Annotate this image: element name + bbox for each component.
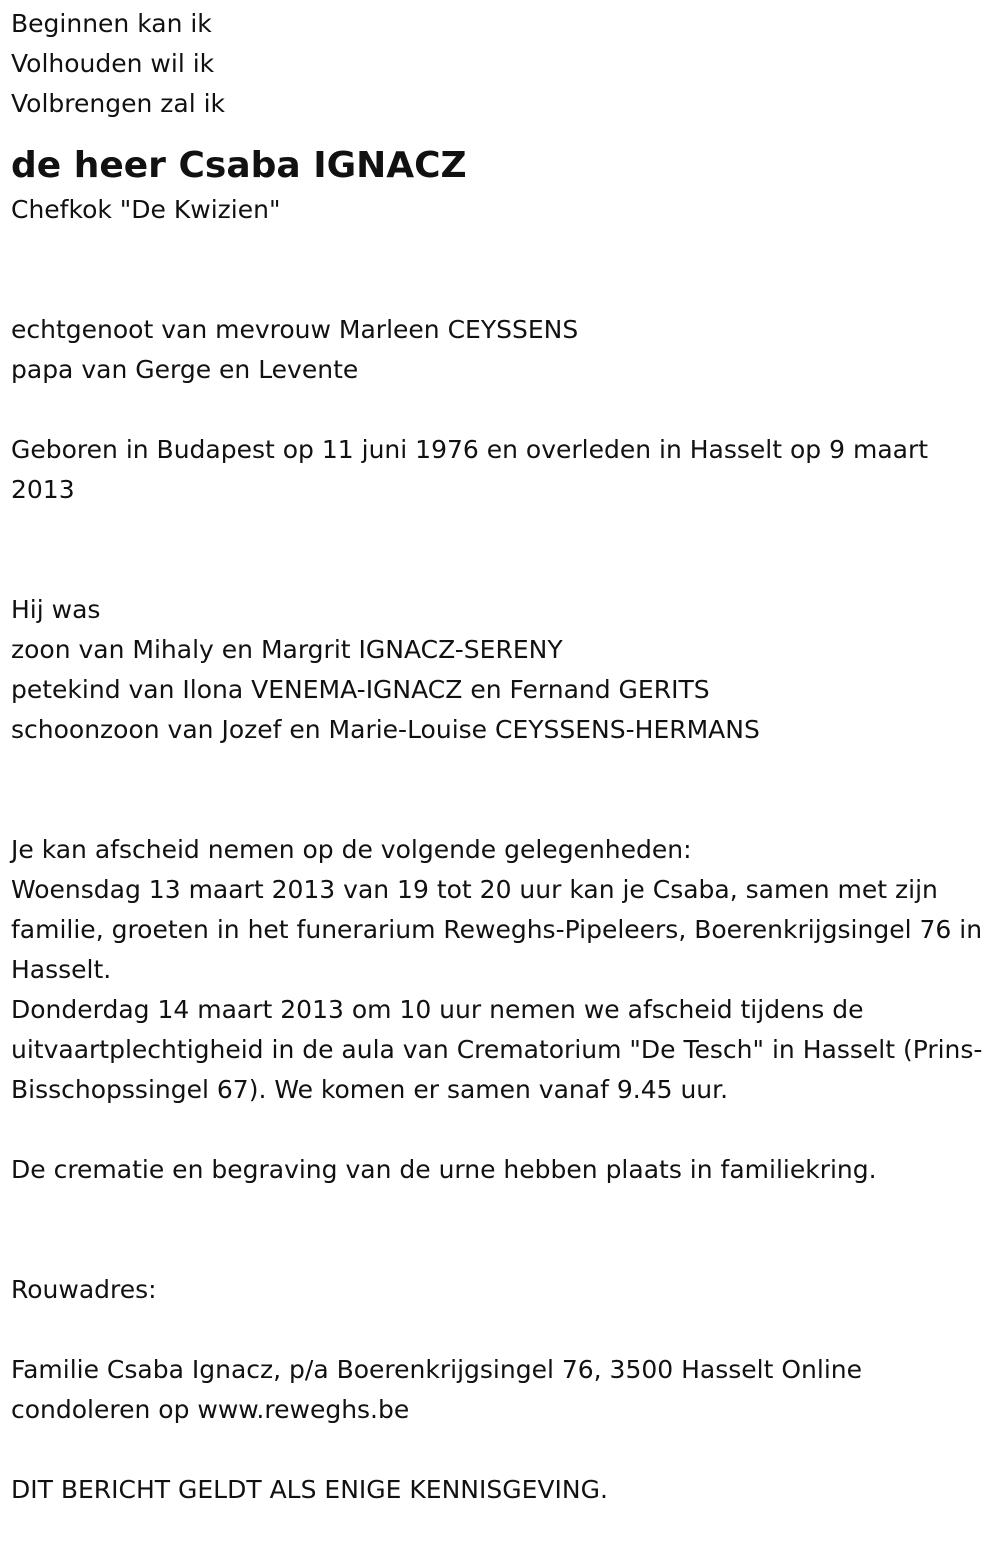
- relation-line: echtgenoot van mevrouw Marleen CEYSSENS: [11, 315, 579, 344]
- spacer: [11, 230, 989, 310]
- farewell-ceremony: Donderdag 14 maart 2013 om 10 uur nemen we afscheid tijdens de uitvaartplechtigheid in de aula van Crematorium "De Tesch" in Hasselt (Prins-Bisschopssingel 67). We komen er samen vanaf 9.45 uur.: [11, 995, 983, 1104]
- family-line: schoonzoon van Jozef en Marie-Louise CEYSSENS-HERMANS: [11, 715, 760, 744]
- family-line: zoon van Mihaly en Margrit IGNACZ-SERENY: [11, 635, 563, 664]
- motto: [11, 4, 989, 124]
- spacer: [11, 390, 989, 430]
- spacer: [11, 750, 989, 830]
- family: [11, 590, 989, 750]
- address-text: Familie Csaba Ignacz, p/a Boerenkrijgsingel 76, 3500 Hasselt Online condoleren op www.reweghs.be: [11, 1355, 863, 1424]
- spacer: [11, 510, 989, 590]
- farewell-intro: Je kan afscheid nemen op de volgende gelegenheden:: [11, 835, 692, 864]
- farewell-visitation: Woensdag 13 maart 2013 van 19 tot 20 uur kan je Csaba, samen met zijn familie, groeten in het funerarium Reweghs-Pipeleers, Boerenkrijgsingel 76 in Hasselt.: [11, 875, 983, 984]
- address-label: Rouwadres:: [11, 1275, 157, 1304]
- relations: [11, 310, 989, 390]
- spacer: [11, 1310, 989, 1350]
- farewell: [11, 830, 989, 1110]
- obituary-document: [11, 4, 989, 1510]
- birth-death: Geboren in Budapest op 11 juni 1976 en overleden in Hasselt op 9 maart 2013: [11, 435, 929, 504]
- notice: DIT BERICHT GELDT ALS ENIGE KENNISGEVING.: [11, 1475, 608, 1504]
- family-line: petekind van Ilona VENEMA-IGNACZ en Fernand GERITS: [11, 675, 710, 704]
- motto-line: Volbrengen zal ik: [11, 89, 226, 118]
- motto-line: Beginnen kan ik: [11, 9, 212, 38]
- spacer: [11, 1110, 989, 1150]
- deceased-name: de heer Csaba IGNACZ: [11, 145, 467, 186]
- spacer: [11, 1430, 989, 1470]
- deceased-title: Chefkok "De Kwizien": [11, 195, 281, 224]
- family-intro: Hij was: [11, 595, 101, 624]
- cremation-note: De crematie en begraving van de urne hebben plaats in familiekring.: [11, 1155, 877, 1184]
- spacer: [11, 1190, 989, 1270]
- relation-line: papa van Gerge en Levente: [11, 355, 359, 384]
- motto-line: Volhouden wil ik: [11, 49, 215, 78]
